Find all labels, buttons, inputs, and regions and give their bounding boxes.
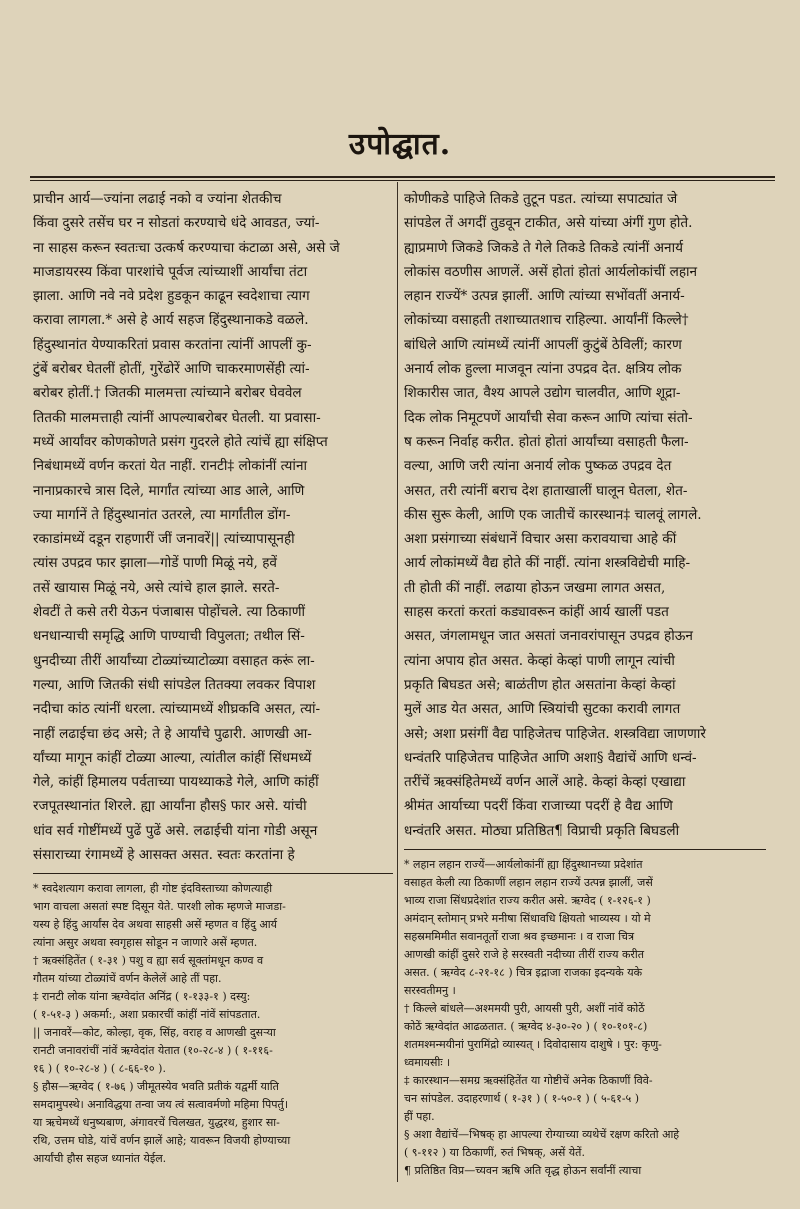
text-line: शेवटीं ते कसे तरी येऊन पंजाबास पोहोंचले. त्या ठिकाणीं — [33, 604, 306, 621]
footnote-rule — [33, 873, 393, 874]
text-line: नाहीं लढाईचा छंद असे; ते हे आर्यांचे पुढारी. आणखी आ- — [33, 725, 312, 742]
footnote-line: § अशा वैद्यांचें—भिषक् हा आपल्या रोग्याच्या व्यथेचें रक्षण करितो आहे — [404, 1128, 680, 1142]
page-title: उपोद्घात. — [348, 127, 452, 162]
text-line: गेले, कांहीं हिमालय पर्वताच्या पायथ्याकडे गेले, आणि कांहीं — [33, 774, 319, 791]
text-line: प्रकृति बिघडत असे; बाळंतीण होत असतांना केव्हां केव्हां — [404, 676, 676, 693]
text-line: धनधान्याची समृद्धि आणि पाण्याची विपुलता; तथील सिं- — [33, 628, 305, 645]
footnote-line: सरस्वतीमनु । — [404, 984, 456, 998]
footnote-line: समदामुपस्थे। अनाविद्धया तन्वा जय त्वं सत्वावर्मणो महिमा पिपर्तु। — [33, 1098, 288, 1112]
footnote-line: रथि, उत्तम घोडे, यांचें वर्णन झालें आहे; यावरून विजयी होण्याच्या — [33, 1134, 291, 1148]
footnote-line: चन सांपडेल. उदाहरणार्थ ( १-३१ ) ( १-५०-१ ) ( ५-६१-५ ) — [404, 1092, 640, 1106]
text-line: ष करून निर्वाह करीत. होतां होतां आर्यांच्या वसाहती फैला- — [404, 433, 689, 450]
footnote-line: ‡ कारस्थान—समग्र ऋक्संहितेंत या गोष्टीचें अनेक ठिकाणीं विवे- — [404, 1074, 653, 1088]
footnote-line: सहस्रममिमीत सवानतूर्तो राजा श्रव इच्छमानः । व राजा चित्र — [404, 930, 635, 944]
text-line: तसें खायास मिळूं नये, असे त्यांचे हाल झाले. सरते- — [33, 579, 280, 596]
text-line: ह्याप्रमाणे जिकडे जिकडे ते गेले तिकडे तिकडे त्यांनीं अनार्य — [404, 239, 683, 256]
text-line: बांधिले आणि त्यांमध्यें त्यांनीं आपलीं कुटुंबें ठेविलीं; कारण — [404, 336, 682, 353]
text-line: संसाराच्या रंगामध्यें हे आसक्त असत. स्वतः करतांना हे — [33, 847, 295, 864]
text-line: तितकी मालमत्ताही त्यांनीं आपल्याबरोबर घेतली. या प्रवासा- — [33, 409, 321, 426]
text-line: निबंधामध्यें वर्णन करतां येत नाहीं. रानटी‡ लोकांनीं त्यांना — [33, 458, 308, 475]
text-line: लोकांस वठणीस आणलें. असें होतां होतां आर्यलोकांचीं लहान — [404, 263, 698, 280]
footnote-line: ¶ प्रतिष्ठित विप्र—च्यवन ऋषि अति वृद्ध होऊन सर्वांनीं त्याचा — [404, 1164, 642, 1178]
footnote-line: यस्य हे हिंदु आर्यांस देव अथवा साहसी असें म्हणत व हिंदु आर्य — [33, 918, 278, 932]
text-line: लोकांच्या वसाहती तशाच्यातशाच राहिल्या. आर्यांनीं किल्ले† — [404, 312, 689, 329]
text-line: धन्वंतरि पाहिजेतच पाहिजेत आणि अशा§ वैद्यांचें आणि धन्वं- — [404, 749, 697, 766]
text-line: झाला. आणि नवे नवे प्रदेश हुडकून काढून स्वदेशाचा त्याग — [33, 288, 310, 305]
text-line: कीस सुरू केली, आणि एक जातीचें कारस्थान‡ चालवूं लागले. — [404, 506, 702, 523]
text-line: वल्या, आणि जरी त्यांना अनार्य लोक पुष्कळ उपद्रव देत — [404, 458, 672, 475]
text-line: माजडायरस्य किंवा पारशांचे पूर्वज त्यांच्याशीं आर्यांचा तंटा — [33, 263, 308, 280]
text-line: साहस करतां करतां कड्यावरून कांहीं आर्य खालीं पडत — [404, 604, 669, 621]
text-line: मध्यें आर्यांवर कोणकोणते प्रसंग गुदरले होते त्यांचें ह्या संक्षिप्त — [33, 433, 328, 450]
footnote-line: या ऋचेमध्यें धनुष्यबाण, अंगावरचें चिलखत, युद्धरथ, हुशार सा- — [33, 1116, 280, 1130]
text-line: धुनदीच्या तीरीं आर्यांच्या टोळ्यांच्याटोळ्या वसाहत करूं ला- — [33, 652, 315, 669]
text-line: धांव सर्व गोष्टींमध्यें पुढें पुढें असे. लढाईची यांना गोडी असून — [33, 822, 318, 839]
footnote-line: आर्यांची हौस सहज ध्यानांत येईल. — [33, 1152, 167, 1166]
text-line: धन्वंतरि असत. मोठ्या प्रतिष्ठित¶ विप्राची प्रकृति बिघडली — [404, 822, 680, 839]
footnote-line: ( १-५१-३ ) अकर्मा:, अशा प्रकारचीं कांहीं नांवें सांपडतात. — [33, 1008, 261, 1022]
text-line: टुंबें बरोबर घेतलीं होतीं, गुरेंढोरें आणि चाकरमाणसेंही त्यां- — [33, 361, 310, 378]
text-line: लहान राज्यें* उत्पन्न झालीं. आणि त्यांच्या सभोंवतीं अनार्य- — [404, 288, 685, 305]
left-column — [33, 187, 393, 1168]
text-line: अशा प्रसंगाच्या संबंधानें विचार असा करावयाचा आहे कीं — [404, 531, 677, 548]
footnote-line: हीं पहा. — [404, 1110, 435, 1124]
text-line: कोणीकडे पाहिजे तिकडे तुटून पडत. त्यांच्या सपाट्यांत जे — [404, 191, 678, 207]
footnote-line: भाग वाचला असतां स्पष्ट दिसून येते. पारशी लोक म्हणजे माजडा- — [33, 900, 286, 914]
text-line: ती होती कीं नाहीं. लढाया होऊन जखमा लागत असत, — [404, 579, 666, 596]
text-line: र्यांच्या मागून कांहीं टोळ्या आल्या, त्यांतील कांहीं सिंधमध्यें — [33, 749, 312, 766]
footnote-line: त्यांना असुर अथवा स्वगृहास सोडून न जाणारे असें म्हणत. — [33, 936, 258, 950]
footnote-line: * स्वदेशत्याग करावा लागला, ही गोष्ट इंदविस्ताच्या कोणत्याही — [33, 882, 273, 896]
footnote-line: † किल्ले बांधले—अश्ममयी पुरी, आयसी पुरी, अशीं नांवें कोठें — [404, 1002, 645, 1016]
footnote-line: गौतम यांच्या टोळ्यांचें वर्णन केलेलें आहे तीं पहा. — [33, 972, 222, 986]
text-line: ना साहस करून स्वतःचा उत्कर्ष करण्याचा कंटाळा असे, असे जे — [33, 239, 340, 256]
text-line: असे; अशा प्रसंगीं वैद्य पाहिजेतच पाहिजेत. शस्त्रविद्या जाणणारे — [404, 725, 706, 742]
footnote-line: वसाहत केली त्या ठिकाणीं लहान लहान राज्यें उत्पन्न झालीं, जसें — [404, 876, 653, 890]
footnote-line: अमंदान् स्तोमान् प्रभरे मनीषा सिंधावधि क्षियतो भाव्यस्य । यो मे — [404, 912, 651, 926]
right-footnotes — [404, 856, 766, 1180]
footnote-line: कोठें ऋग्वेदांत आढळतात. ( ऋग्वेद ४-३०-२० ) ( १०-१०१-८) — [404, 1020, 648, 1034]
footnote-line: १६ ) ( १०-२८-४ ) ( ८-६६-१० ). — [33, 1062, 166, 1076]
text-line: ज्या मार्गानें ते हिंदुस्थानांत उतरले, त्या मार्गांतील डोंग- — [33, 506, 291, 523]
left-footnotes — [33, 880, 393, 1168]
text-line: दिक लोक निमूटपणें आर्यांची सेवा करून आणि त्यांचा संतो- — [404, 409, 693, 426]
footnote-line: रानटी जनावरांचीं नांवें ऋग्वेदांत येतात (१०-२८-४ ) ( १-११६- — [33, 1044, 273, 1058]
text-line: रकाडांमध्यें दडून राहणारीं जीं जनावरें|| त्यांच्यापासूनही — [33, 531, 295, 548]
text-line: करावा लागला.* असे हे आर्य सहज हिंदुस्थानाकडे वळले. — [33, 312, 309, 329]
header-rule-thin — [30, 180, 775, 181]
text-line: प्राचीन आर्य—ज्यांना लढाई नको व ज्यांना शेतकीच — [33, 191, 282, 207]
footnote-rule — [404, 849, 766, 850]
footnote-line: ‡ रानटी लोक यांना ऋग्वेदांत अनिंद्र ( १-१३३-१ ) दस्यु: — [33, 990, 251, 1004]
right-column — [404, 187, 766, 1180]
text-line: असत, तरी त्यांनीं बराच देश हाताखालीं घालून घेतला, शेत- — [404, 482, 688, 499]
text-line: असत, जंगलामधून जात असतां जनावरांपासून उपद्रव होऊन — [404, 628, 693, 645]
text-line: नानाप्रकारचे त्रास दिले, मार्गांत त्यांच्या आड आले, आणि — [33, 482, 305, 499]
footnote-line: † ऋक्संहितेंत ( १-३१ ) पशु व ह्या सर्व सूक्तांमधून कण्व व — [33, 954, 264, 968]
text-line: रजपूतस्थानांत शिरले. ह्या आर्यांना हौस§ फार असे. यांची — [33, 798, 307, 815]
text-line: अनार्य लोक हुल्ला माजवून त्यांना उपद्रव देत. क्षत्रिय लोक — [404, 361, 682, 378]
text-line: त्यांस उपद्रव फार झाला—गोडें पाणी मिळूं नये, हवें — [33, 555, 277, 572]
footnote-line: ( ९-११२ ) या ठिकाणीं, रुतं भिषक्, असें येतें. — [404, 1146, 585, 1160]
text-line: बरोबर होतीं.† जितकी मालमत्ता त्यांच्याने बरोबर घेववेल — [33, 385, 302, 402]
text-line: शिकारीस जात, वैश्य आपले उद्योग चालवीत, आणि शूद्रा- — [404, 385, 681, 402]
text-line: गल्या, आणि जितकी संधी सांपडेल तितक्या लवकर विपाश — [33, 676, 316, 693]
footnote-line: || जनावरें—कोट, कोल्हा, वृक, सिंह, वराह व आणखी दुसऱ्या — [33, 1026, 276, 1040]
footnote-line: आणखी कांहीं दुसरे राजे हे सरस्वती नदीच्या तीरीं राज्य करीत — [404, 948, 645, 962]
text-line: त्यांना अपाय होत असत. केव्हां केव्हां पाणी लागून त्यांची — [404, 652, 675, 669]
text-line: किंवा दुसरे तसेंच घर न सोडतां करण्याचे धंदे आवडत, ज्यां- — [33, 215, 320, 232]
text-line: नदीचा कांठ त्यांनीं धरला. त्यांच्यामध्यें शीघ्रकवि असत, त्यां- — [33, 701, 321, 718]
text-line: हिंदुस्थानांत येण्याकरितां प्रवास करतांना त्यांनीं आपलीं कु- — [33, 336, 312, 353]
text-line: सांपडेल तें अगदीं तुडवून टाकीत, असे यांच्या अंगीं गुण होते. — [404, 215, 693, 232]
text-line: मुलें आड येत असत, आणि स्त्रियांची सुटका करावी लागत — [404, 701, 681, 718]
footnote-line: असत. ( ऋग्वेद ८-२१-१८ ) चित्र इद्राजा राजका इदन्यके यके — [404, 966, 643, 980]
footnote-line: * लहान लहान राज्यें—आर्यलोकांनीं ह्या हिंदुस्थानच्या प्रदेशांत — [404, 858, 643, 872]
column-divider — [397, 182, 398, 1182]
text-line: श्रीमंत आर्याच्या पदरीं किंवा राजाच्या पदरीं हे वैद्य आणि — [404, 798, 673, 815]
footnote-line: शतमश्मन्मयीनां पुरामिंद्रो व्यास्यत् । दिवोदासाय दाशुषे । पुर: कृणु- — [404, 1038, 662, 1052]
right-body-text — [404, 187, 766, 843]
footnote-line: § हौस—ऋग्वेद ( १-७६ ) जीमूतस्येव भवति प्रतीकं यद्वर्मी याति — [33, 1080, 279, 1094]
header-rule — [30, 176, 775, 178]
footnote-line: ध्वमायसीः । — [404, 1056, 451, 1070]
left-body-text — [33, 187, 393, 867]
text-line: आर्य लोकांमध्यें वैद्य होते कीं नाहीं. त्यांना शस्त्रविद्येची माहि- — [404, 555, 691, 572]
footnote-line: भाव्य राजा सिंधप्रदेशांत राज्य करीत असे. ऋग्वेद ( १-१२६-१ ) — [404, 894, 651, 908]
text-line: तरींचें ऋक्संहितेमध्यें वर्णन आलें आहे. केव्हां केव्हां एखाद्या — [404, 774, 686, 791]
